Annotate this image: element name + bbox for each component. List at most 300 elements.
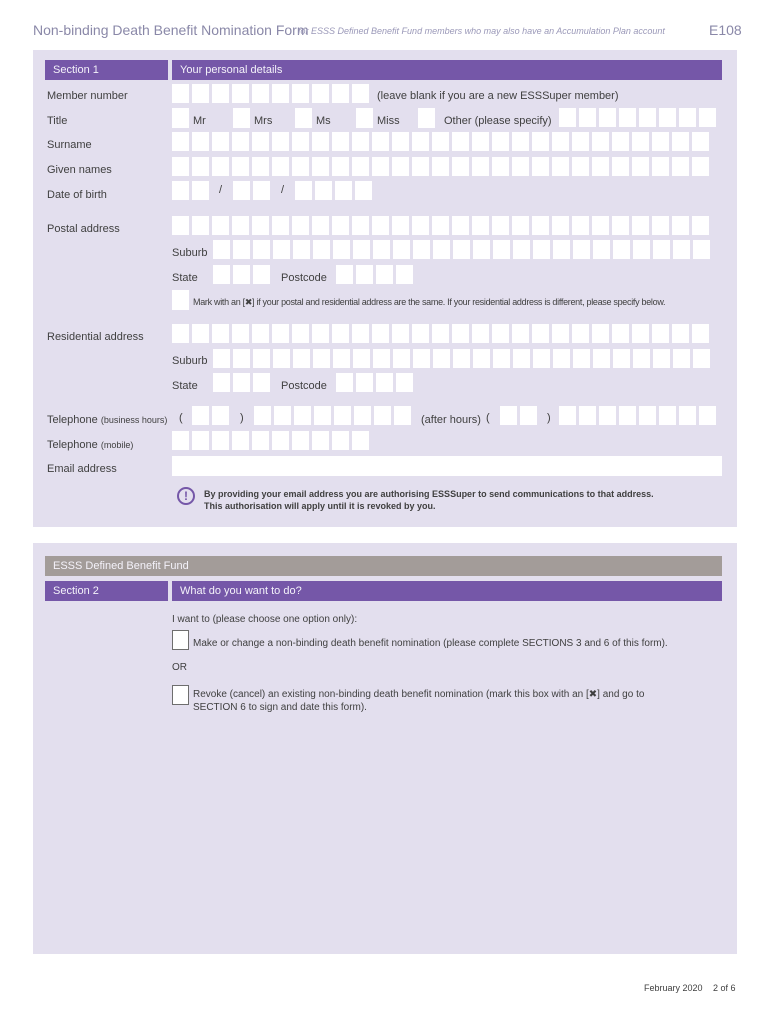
char-box[interactable] <box>233 265 250 284</box>
char-box[interactable] <box>212 431 229 450</box>
tel-business-paren-open: ( <box>179 412 183 424</box>
char-box[interactable] <box>413 349 430 368</box>
char-box[interactable] <box>412 132 429 151</box>
char-box[interactable] <box>392 132 409 151</box>
char-box[interactable] <box>532 157 549 176</box>
char-box[interactable] <box>253 240 270 259</box>
char-box[interactable] <box>352 157 369 176</box>
title-label: Title <box>47 115 68 127</box>
char-box[interactable] <box>532 216 549 235</box>
char-box[interactable] <box>292 216 309 235</box>
char-box[interactable] <box>356 265 373 284</box>
tel-business-number-boxes[interactable] <box>254 406 411 425</box>
char-box[interactable] <box>673 240 690 259</box>
fund-bar: ESSS Defined Benefit Fund <box>45 556 722 576</box>
char-box[interactable] <box>612 324 629 343</box>
char-box[interactable] <box>452 132 469 151</box>
char-box[interactable] <box>699 406 716 425</box>
char-box[interactable] <box>272 157 289 176</box>
char-box[interactable] <box>433 349 450 368</box>
char-box[interactable] <box>294 406 311 425</box>
char-box[interactable] <box>253 349 270 368</box>
char-box[interactable] <box>553 349 570 368</box>
char-box[interactable] <box>272 84 289 103</box>
char-box[interactable] <box>452 216 469 235</box>
title-other-boxes[interactable] <box>559 108 716 127</box>
char-box[interactable] <box>373 349 390 368</box>
char-box[interactable] <box>599 406 616 425</box>
char-box[interactable] <box>512 324 529 343</box>
residential-state-boxes[interactable] <box>213 373 270 392</box>
postal-postcode-boxes[interactable] <box>336 265 413 284</box>
char-box[interactable] <box>432 157 449 176</box>
char-box[interactable] <box>412 324 429 343</box>
char-box[interactable] <box>572 324 589 343</box>
char-box[interactable] <box>172 181 189 200</box>
char-box[interactable] <box>332 132 349 151</box>
char-box[interactable] <box>252 324 269 343</box>
member-number-label: Member number <box>47 90 128 102</box>
char-box[interactable] <box>213 373 230 392</box>
char-box[interactable] <box>672 324 689 343</box>
char-box[interactable] <box>492 216 509 235</box>
postal-address-label: Postal address <box>47 223 120 235</box>
char-box[interactable] <box>452 157 469 176</box>
char-box[interactable] <box>332 84 349 103</box>
char-box[interactable] <box>573 240 590 259</box>
char-box[interactable] <box>433 240 450 259</box>
char-box[interactable] <box>592 324 609 343</box>
char-box[interactable] <box>192 324 209 343</box>
char-box[interactable] <box>232 216 249 235</box>
char-box[interactable] <box>579 406 596 425</box>
char-box[interactable] <box>213 349 230 368</box>
given-names-label: Given names <box>47 164 112 176</box>
char-box[interactable] <box>693 349 710 368</box>
dob-month-boxes[interactable] <box>233 181 270 200</box>
char-box[interactable] <box>473 349 490 368</box>
char-box[interactable] <box>493 240 510 259</box>
footer-page: 2 of 6 <box>713 983 736 993</box>
char-box[interactable] <box>512 216 529 235</box>
char-box[interactable] <box>253 265 270 284</box>
tel-after-paren-close: ) <box>547 412 551 424</box>
char-box[interactable] <box>633 349 650 368</box>
char-box[interactable] <box>313 349 330 368</box>
title-ms-checkbox[interactable] <box>295 108 312 128</box>
char-box[interactable] <box>212 132 229 151</box>
char-box[interactable] <box>492 157 509 176</box>
char-box[interactable] <box>472 157 489 176</box>
email-note <box>204 488 724 512</box>
char-box[interactable] <box>352 84 369 103</box>
char-box[interactable] <box>374 406 391 425</box>
char-box[interactable] <box>252 157 269 176</box>
char-box[interactable] <box>552 157 569 176</box>
char-box[interactable] <box>233 349 250 368</box>
char-box[interactable] <box>332 216 349 235</box>
char-box[interactable] <box>432 132 449 151</box>
char-box[interactable] <box>672 216 689 235</box>
char-box[interactable] <box>372 132 389 151</box>
char-box[interactable] <box>612 132 629 151</box>
postal-address-boxes[interactable] <box>172 216 709 235</box>
char-box[interactable] <box>312 431 329 450</box>
char-box[interactable] <box>396 265 413 284</box>
section1-heading: Your personal details <box>172 60 722 80</box>
char-box[interactable] <box>332 431 349 450</box>
char-box[interactable] <box>533 240 550 259</box>
char-box[interactable] <box>313 240 330 259</box>
char-box[interactable] <box>192 406 209 425</box>
title-other-label: Other (please specify) <box>444 115 552 127</box>
char-box[interactable] <box>472 132 489 151</box>
char-box[interactable] <box>335 181 352 200</box>
char-box[interactable] <box>336 373 353 392</box>
char-box[interactable] <box>692 132 709 151</box>
char-box[interactable] <box>354 406 371 425</box>
char-box[interactable] <box>333 240 350 259</box>
char-box[interactable] <box>254 406 271 425</box>
char-box[interactable] <box>679 108 696 127</box>
option1-text: Make or change a non-binding death benefit nomination (please complete SECTIONS 3 and 6 of this form). <box>193 638 668 649</box>
char-box[interactable] <box>579 108 596 127</box>
char-box[interactable] <box>652 324 669 343</box>
title-other-checkbox[interactable] <box>418 108 435 128</box>
char-box[interactable] <box>453 240 470 259</box>
char-box[interactable] <box>212 84 229 103</box>
form-title: Non-binding Death Benefit Nomination Form <box>33 22 309 38</box>
char-box[interactable] <box>653 240 670 259</box>
char-box[interactable] <box>293 349 310 368</box>
char-box[interactable] <box>332 324 349 343</box>
char-box[interactable] <box>652 132 669 151</box>
given-names-boxes[interactable] <box>172 157 709 176</box>
char-box[interactable] <box>692 157 709 176</box>
char-box[interactable] <box>396 373 413 392</box>
char-box[interactable] <box>332 157 349 176</box>
char-box[interactable] <box>613 349 630 368</box>
char-box[interactable] <box>492 324 509 343</box>
char-box[interactable] <box>192 216 209 235</box>
residential-postcode-boxes[interactable] <box>336 373 413 392</box>
postal-suburb-boxes[interactable] <box>213 240 710 259</box>
char-box[interactable] <box>273 349 290 368</box>
residential-suburb-label: Suburb <box>172 355 208 367</box>
email-label: Email address <box>47 463 117 475</box>
residential-suburb-boxes[interactable] <box>213 349 710 368</box>
char-box[interactable] <box>473 240 490 259</box>
residential-postcode-label: Postcode <box>281 380 327 392</box>
char-box[interactable] <box>392 157 409 176</box>
char-box[interactable] <box>632 324 649 343</box>
char-box[interactable] <box>192 431 209 450</box>
char-box[interactable] <box>172 84 189 103</box>
char-box[interactable] <box>232 157 249 176</box>
char-box[interactable] <box>312 84 329 103</box>
char-box[interactable] <box>172 216 189 235</box>
char-box[interactable] <box>572 132 589 151</box>
postal-state-boxes[interactable] <box>213 265 270 284</box>
char-box[interactable] <box>172 132 189 151</box>
char-box[interactable] <box>314 406 331 425</box>
char-box[interactable] <box>652 216 669 235</box>
option1-checkbox[interactable] <box>172 630 189 650</box>
char-box[interactable] <box>512 132 529 151</box>
char-box[interactable] <box>553 240 570 259</box>
char-box[interactable] <box>412 216 429 235</box>
char-box[interactable] <box>659 406 676 425</box>
same-address-checkbox[interactable] <box>172 290 189 310</box>
form-subtitle: for ESSS Defined Benefit Fund members who may also have an Accumulation Plan account <box>298 26 665 36</box>
dob-slash-1: / <box>219 184 223 196</box>
char-box[interactable] <box>353 240 370 259</box>
char-box[interactable] <box>559 406 576 425</box>
char-box[interactable] <box>572 157 589 176</box>
char-box[interactable] <box>573 349 590 368</box>
char-box[interactable] <box>659 108 676 127</box>
char-box[interactable] <box>252 132 269 151</box>
char-box[interactable] <box>612 216 629 235</box>
char-box[interactable] <box>513 349 530 368</box>
char-box[interactable] <box>213 265 230 284</box>
char-box[interactable] <box>412 157 429 176</box>
char-box[interactable] <box>572 216 589 235</box>
tel-mobile-suffix: (mobile) <box>100 440 134 450</box>
char-box[interactable] <box>352 431 369 450</box>
after-hours-label: (after hours) <box>421 414 481 426</box>
tel-business-suffix: (business hours) <box>100 415 168 425</box>
char-box[interactable] <box>592 132 609 151</box>
footer-date: February 2020 <box>644 983 703 993</box>
char-box[interactable] <box>532 132 549 151</box>
same-address-note: Mark with an [✖] if your postal and residential address are the same. If your residential address is different, please specify below. <box>193 297 666 307</box>
title-mrs-checkbox[interactable] <box>233 108 250 128</box>
char-box[interactable] <box>272 431 289 450</box>
char-box[interactable] <box>393 240 410 259</box>
tel-business-label-text: Telephone <box>47 414 98 426</box>
dob-day-boxes[interactable] <box>172 181 209 200</box>
char-box[interactable] <box>652 157 669 176</box>
char-box[interactable] <box>312 324 329 343</box>
char-box[interactable] <box>692 216 709 235</box>
char-box[interactable] <box>552 216 569 235</box>
postal-postcode-label: Postcode <box>281 272 327 284</box>
char-box[interactable] <box>432 216 449 235</box>
char-box[interactable] <box>292 157 309 176</box>
char-box[interactable] <box>312 132 329 151</box>
char-box[interactable] <box>232 132 249 151</box>
char-box[interactable] <box>592 216 609 235</box>
char-box[interactable] <box>292 84 309 103</box>
title-mrs-label: Mrs <box>254 115 273 127</box>
char-box[interactable] <box>292 324 309 343</box>
option2-checkbox[interactable] <box>172 685 189 705</box>
char-box[interactable] <box>192 132 209 151</box>
char-box[interactable] <box>212 216 229 235</box>
tel-after-number-boxes[interactable] <box>559 406 716 425</box>
char-box[interactable] <box>394 406 411 425</box>
char-box[interactable] <box>295 181 312 200</box>
char-box[interactable] <box>312 216 329 235</box>
char-box[interactable] <box>252 216 269 235</box>
char-box[interactable] <box>453 349 470 368</box>
char-box[interactable] <box>452 324 469 343</box>
char-box[interactable] <box>619 406 636 425</box>
char-box[interactable] <box>513 240 530 259</box>
char-box[interactable] <box>172 431 189 450</box>
char-box[interactable] <box>699 108 716 127</box>
title-miss-checkbox[interactable] <box>356 108 373 128</box>
form-code: E108 <box>709 22 742 38</box>
option2-line1: Revoke (cancel) an existing non-binding death benefit nomination (mark this box with an [✖] and go to <box>193 689 645 700</box>
char-box[interactable] <box>619 108 636 127</box>
char-box[interactable] <box>356 373 373 392</box>
char-box[interactable] <box>632 132 649 151</box>
char-box[interactable] <box>639 108 656 127</box>
char-box[interactable] <box>293 240 310 259</box>
char-box[interactable] <box>272 324 289 343</box>
char-box[interactable] <box>312 157 329 176</box>
char-box[interactable] <box>559 108 576 127</box>
char-box[interactable] <box>315 181 332 200</box>
char-box[interactable] <box>672 157 689 176</box>
char-box[interactable] <box>373 240 390 259</box>
char-box[interactable] <box>413 240 430 259</box>
postal-state-label: State <box>172 272 198 284</box>
char-box[interactable] <box>552 324 569 343</box>
title-miss-label: Miss <box>377 115 400 127</box>
char-box[interactable] <box>252 84 269 103</box>
or-label: OR <box>172 662 187 673</box>
char-box[interactable] <box>273 240 290 259</box>
tel-mobile-label-text: Telephone <box>47 439 98 451</box>
char-box[interactable] <box>500 406 517 425</box>
char-box[interactable] <box>372 216 389 235</box>
char-box[interactable] <box>333 349 350 368</box>
char-box[interactable] <box>372 157 389 176</box>
char-box[interactable] <box>336 265 353 284</box>
char-box[interactable] <box>639 406 656 425</box>
char-box[interactable] <box>532 324 549 343</box>
residential-address-boxes[interactable] <box>172 324 709 343</box>
char-box[interactable] <box>493 349 510 368</box>
title-mr-checkbox[interactable] <box>172 108 189 128</box>
char-box[interactable] <box>632 157 649 176</box>
char-box[interactable] <box>679 406 696 425</box>
email-field[interactable] <box>172 456 722 476</box>
residential-address-label: Residential address <box>47 331 144 343</box>
option2-line2: SECTION 6 to sign and date this form). <box>193 702 367 713</box>
char-box[interactable] <box>552 132 569 151</box>
char-box[interactable] <box>520 406 537 425</box>
title-ms-label: Ms <box>316 115 331 127</box>
char-box[interactable] <box>392 216 409 235</box>
char-box[interactable] <box>192 84 209 103</box>
section2-intro: I want to (please choose one option only): <box>172 614 358 625</box>
char-box[interactable] <box>352 216 369 235</box>
char-box[interactable] <box>593 240 610 259</box>
dob-year-boxes[interactable] <box>295 181 372 200</box>
tel-business-area-boxes[interactable] <box>192 406 229 425</box>
char-box[interactable] <box>212 324 229 343</box>
char-box[interactable] <box>533 349 550 368</box>
char-box[interactable] <box>212 406 229 425</box>
tel-after-area-boxes[interactable] <box>500 406 537 425</box>
tel-mobile-boxes[interactable] <box>172 431 369 450</box>
char-box[interactable] <box>352 132 369 151</box>
tel-after-paren-open: ( <box>486 412 490 424</box>
char-box[interactable] <box>432 324 449 343</box>
char-box[interactable] <box>376 373 393 392</box>
char-box[interactable] <box>672 132 689 151</box>
char-box[interactable] <box>352 324 369 343</box>
char-box[interactable] <box>334 406 351 425</box>
postal-suburb-label: Suburb <box>172 247 208 259</box>
char-box[interactable] <box>612 157 629 176</box>
char-box[interactable] <box>274 406 291 425</box>
char-box[interactable] <box>593 349 610 368</box>
char-box[interactable] <box>192 181 209 200</box>
char-box[interactable] <box>172 157 189 176</box>
char-box[interactable] <box>693 240 710 259</box>
char-box[interactable] <box>253 373 270 392</box>
char-box[interactable] <box>613 240 630 259</box>
char-box[interactable] <box>272 216 289 235</box>
char-box[interactable] <box>353 349 370 368</box>
char-box[interactable] <box>632 216 649 235</box>
section1-label: Section 1 <box>45 60 168 80</box>
char-box[interactable] <box>355 181 372 200</box>
char-box[interactable] <box>252 431 269 450</box>
char-box[interactable] <box>213 240 230 259</box>
char-box[interactable] <box>673 349 690 368</box>
char-box[interactable] <box>253 181 270 200</box>
char-box[interactable] <box>599 108 616 127</box>
char-box[interactable] <box>292 431 309 450</box>
char-box[interactable] <box>472 216 489 235</box>
char-box[interactable] <box>232 84 249 103</box>
section2-heading: What do you want to do? <box>172 581 722 601</box>
char-box[interactable] <box>392 324 409 343</box>
dob-slash-2: / <box>281 184 285 196</box>
char-box[interactable] <box>232 324 249 343</box>
char-box[interactable] <box>393 349 410 368</box>
residential-state-label: State <box>172 380 198 392</box>
char-box[interactable] <box>233 181 250 200</box>
char-box[interactable] <box>172 324 189 343</box>
char-box[interactable] <box>633 240 650 259</box>
char-box[interactable] <box>192 157 209 176</box>
dob-label: Date of birth <box>47 189 107 201</box>
char-box[interactable] <box>692 324 709 343</box>
char-box[interactable] <box>472 324 489 343</box>
char-box[interactable] <box>272 132 289 151</box>
char-box[interactable] <box>212 157 229 176</box>
surname-boxes[interactable] <box>172 132 709 151</box>
char-box[interactable] <box>232 431 249 450</box>
char-box[interactable] <box>512 157 529 176</box>
char-box[interactable] <box>592 157 609 176</box>
char-box[interactable] <box>376 265 393 284</box>
char-box[interactable] <box>492 132 509 151</box>
char-box[interactable] <box>233 373 250 392</box>
member-number-boxes[interactable] <box>172 84 369 103</box>
char-box[interactable] <box>653 349 670 368</box>
char-box[interactable] <box>372 324 389 343</box>
char-box[interactable] <box>292 132 309 151</box>
char-box[interactable] <box>233 240 250 259</box>
